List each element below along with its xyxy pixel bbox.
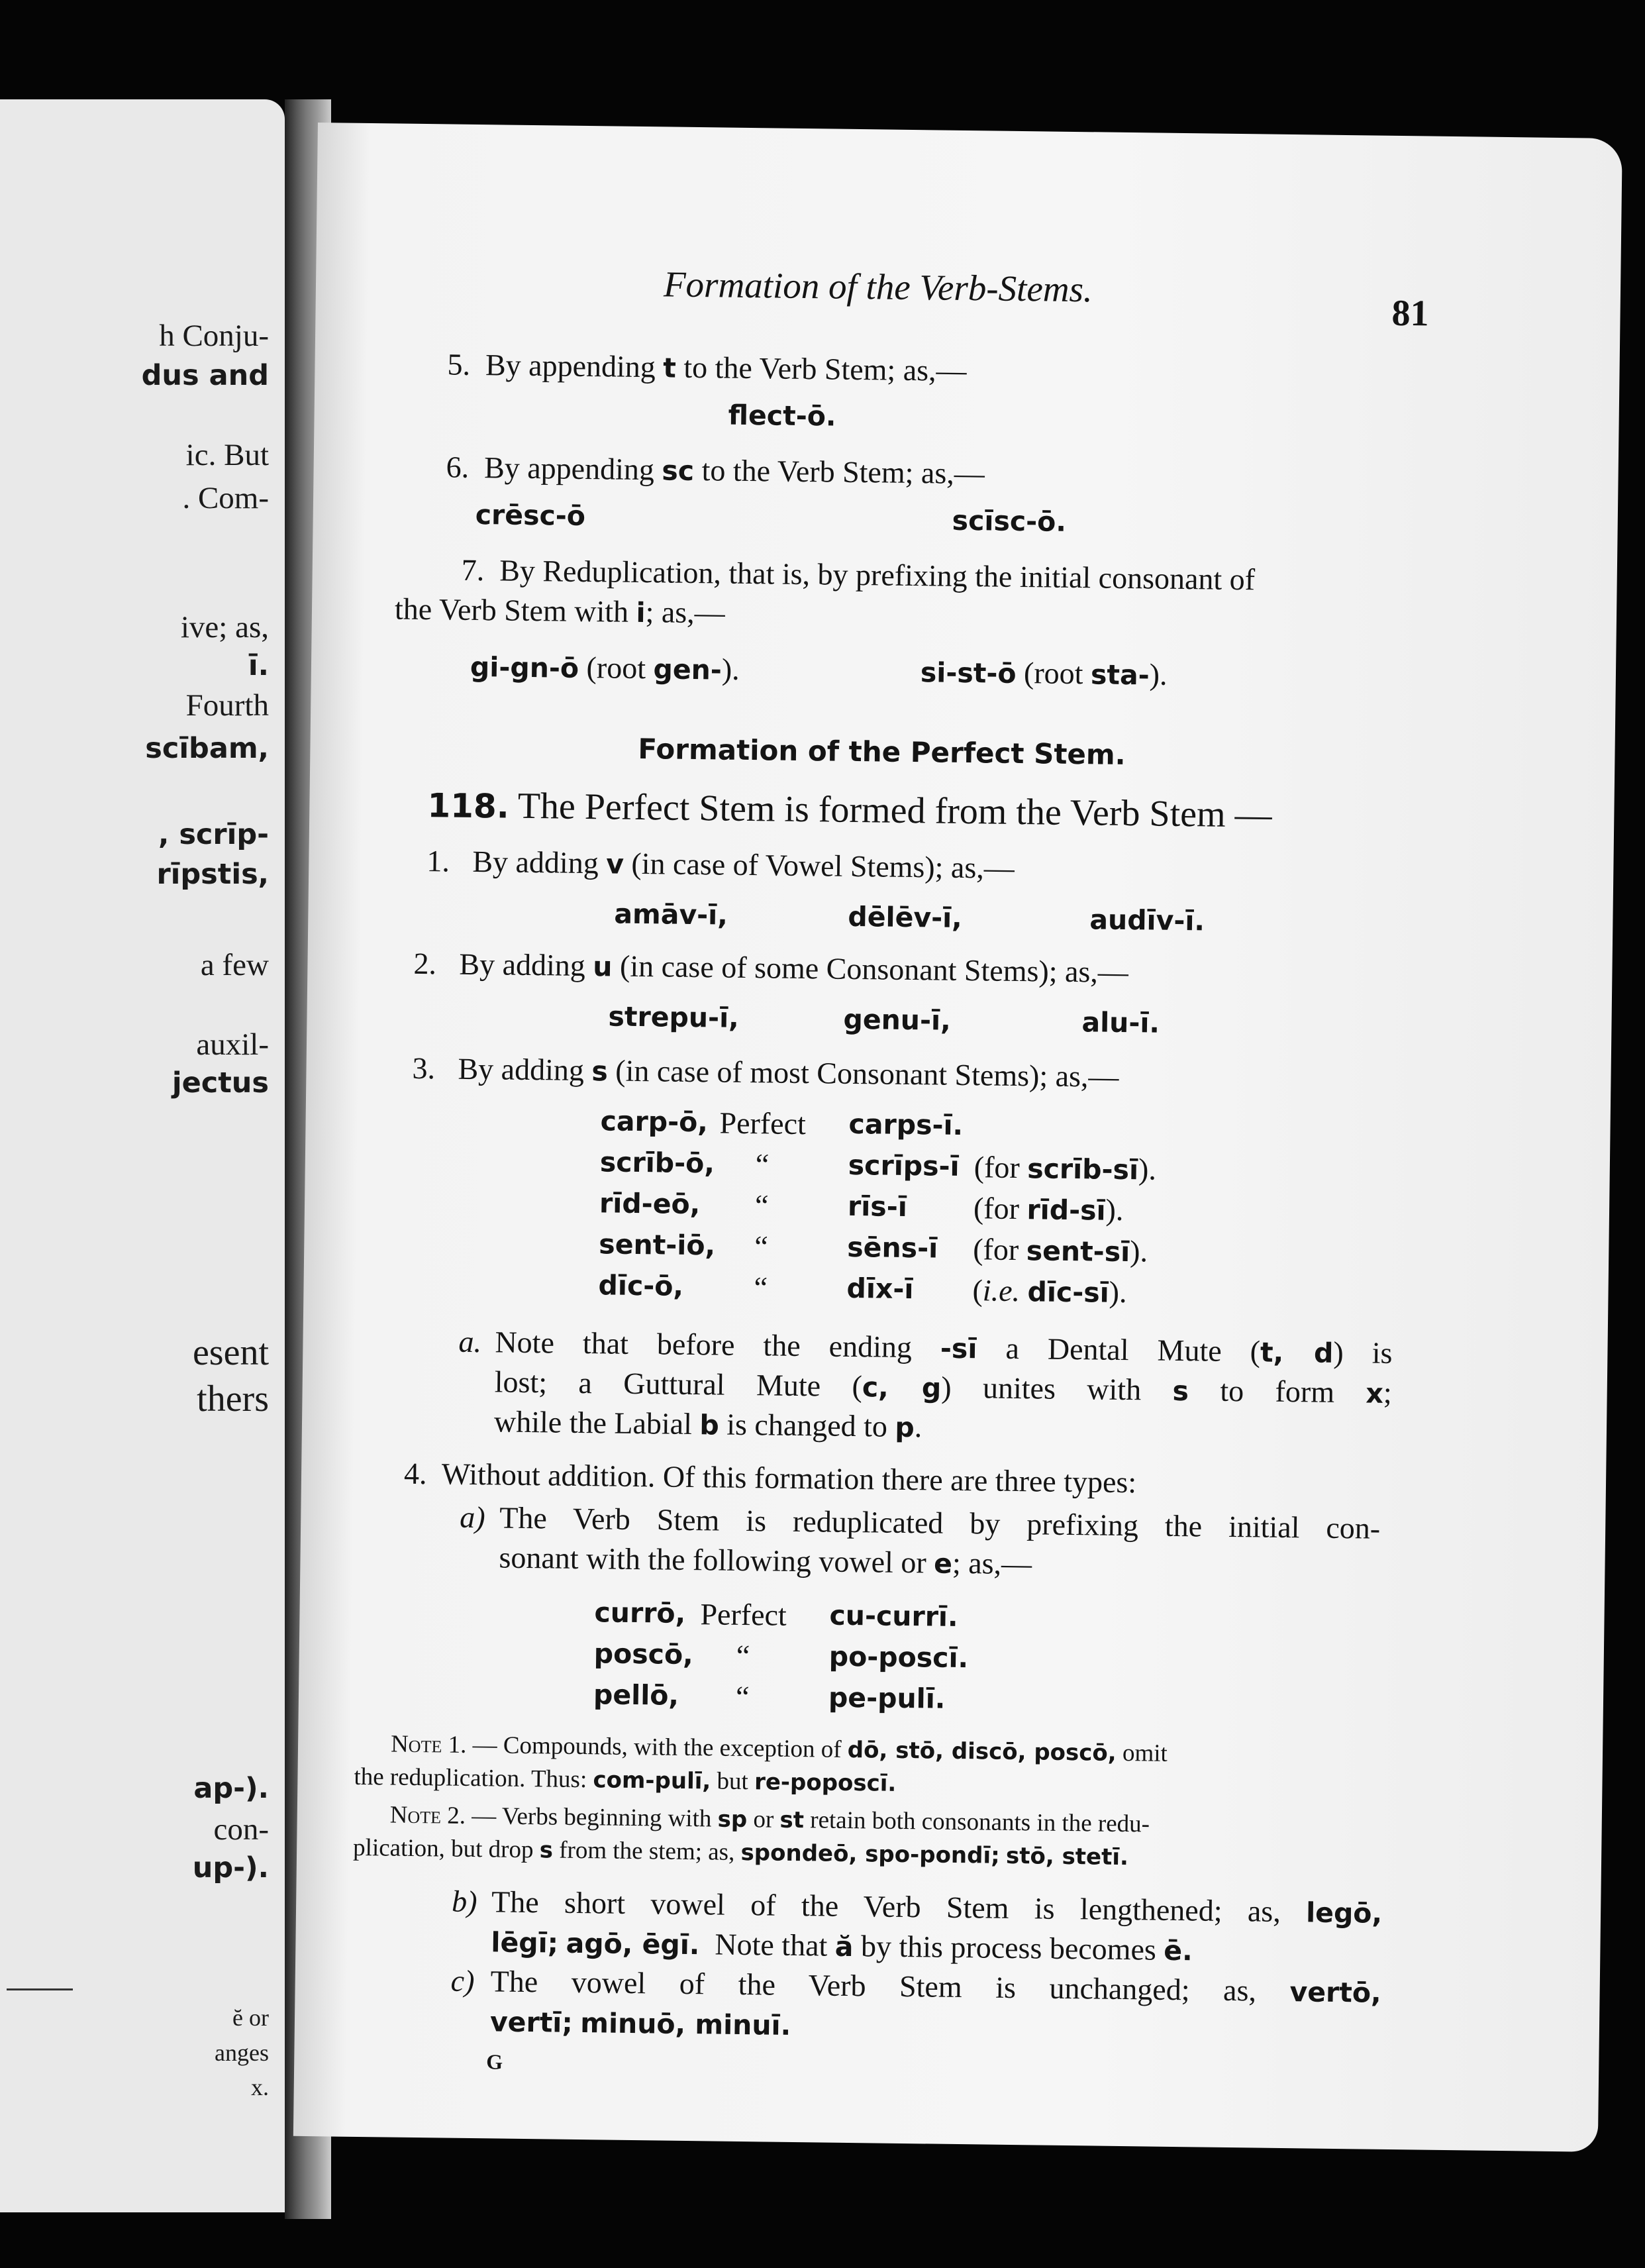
- latin-example: strepu-ī,: [608, 1000, 740, 1034]
- note-a-line-3: [494, 1403, 922, 1445]
- note-text: but: [717, 1767, 749, 1796]
- letters: x: [1366, 1377, 1384, 1410]
- item-7-line-2: [395, 590, 725, 631]
- latin-root: sta-: [1090, 658, 1150, 692]
- item-text: By adding: [459, 947, 586, 983]
- example-note: (i.e. dīc-sī).: [972, 1273, 1127, 1310]
- note-2-line-2: [353, 1833, 1128, 1873]
- letters: ă: [834, 1930, 854, 1963]
- note-text: Note that before the ending: [495, 1325, 913, 1365]
- latin-example: scīsc-ō.: [952, 504, 1067, 538]
- note-text: retain both consonants in the redu-: [810, 1806, 1150, 1838]
- latin-example: alu-ī.: [1081, 1006, 1160, 1039]
- item-text: to the Verb Stem; as,—: [683, 350, 967, 387]
- example-perfect: carps-ī.: [848, 1108, 964, 1142]
- left-page-line: Fourth: [185, 688, 269, 723]
- suffix-letter: sc: [662, 454, 695, 487]
- latin-form: gi-gn-ō: [470, 650, 579, 684]
- left-page-line: h Conju-: [159, 319, 269, 353]
- running-head: Formation of the Verb-Stems.: [663, 264, 1093, 310]
- note-a-line-1: [495, 1323, 1393, 1371]
- example-present: carp-ō,: [600, 1105, 709, 1139]
- letters: s: [539, 1837, 554, 1864]
- left-page-line: ĕ or: [232, 2004, 269, 2031]
- note-text: from the stem; as,: [558, 1836, 735, 1866]
- note-label: a.: [458, 1324, 482, 1359]
- letters: st: [779, 1806, 805, 1834]
- item-text: By appending: [483, 450, 655, 487]
- latin-words: vertī;: [489, 2006, 573, 2039]
- letters: sp: [717, 1806, 748, 1833]
- note-1-line-2: [354, 1763, 896, 1798]
- example-mid: “: [754, 1270, 768, 1305]
- letters: e: [933, 1547, 953, 1580]
- example-perfect: dīx-ī: [846, 1272, 914, 1306]
- example-perfect: rīs-ī: [847, 1190, 908, 1223]
- item-number: 6.: [446, 450, 470, 484]
- item-number: 4.: [403, 1456, 427, 1491]
- note-label: Note 2.: [389, 1801, 466, 1830]
- item-text: By adding: [472, 844, 599, 880]
- left-page-line: anges: [215, 2039, 269, 2066]
- verb-stem-item-5: [447, 346, 967, 389]
- note-text: ).: [1138, 1152, 1157, 1186]
- sub-c-label: [450, 1963, 474, 2000]
- left-page-rule: [7, 1988, 73, 1990]
- note-label: Note 1.: [390, 1730, 467, 1759]
- example-note: (root: [1023, 656, 1083, 691]
- verb-stem-item-7: [461, 552, 1255, 598]
- suffix-letter: s: [591, 1055, 609, 1088]
- left-page-line: ap-).: [193, 1772, 269, 1805]
- item-text: (in case of most Consonant Stems); as,—: [615, 1053, 1119, 1094]
- left-page-line: dus and: [141, 359, 269, 392]
- perfect-item-4: [404, 1455, 1137, 1501]
- example-note: ).: [721, 652, 740, 686]
- item-text: (in case of Vowel Stems); as,—: [631, 846, 1015, 885]
- note-2-line-1: [390, 1801, 1150, 1839]
- example-note: [973, 1149, 1156, 1188]
- example-mid: “: [754, 1188, 769, 1223]
- note-text: (for: [973, 1191, 1020, 1226]
- example-mid: “: [735, 1679, 750, 1714]
- sub-a-label: [460, 1499, 485, 1536]
- item-text: to the Verb Stem; as,—: [701, 453, 985, 491]
- note-text: while the Labial: [493, 1404, 693, 1441]
- latin-words: re-poposcī.: [754, 1769, 897, 1797]
- sub-b-line-2: [491, 1923, 1193, 1968]
- example-present: pellō,: [593, 1678, 679, 1712]
- left-page-line: auxil-: [196, 1027, 269, 1062]
- note-a-line-2: [494, 1363, 1392, 1411]
- item-text: By adding: [458, 1051, 585, 1088]
- perfect-item-1: [426, 843, 1015, 886]
- example-mid: “: [755, 1147, 770, 1182]
- left-page-line: scībam,: [145, 732, 269, 765]
- note-1-line-1: [391, 1730, 1168, 1769]
- example-perfect: scrīps-ī: [848, 1149, 960, 1182]
- latin-example: [470, 648, 740, 688]
- latin-example: amāv-ī,: [614, 898, 728, 931]
- note-text: ) is: [1333, 1335, 1393, 1370]
- example-present: rīd-eō,: [599, 1187, 701, 1221]
- example-present: scrīb-ō,: [599, 1146, 715, 1180]
- note-text: ).: [1109, 1274, 1127, 1310]
- sub-text: ; as,—: [952, 1545, 1032, 1581]
- note-form: scrīb-sī: [1026, 1153, 1139, 1186]
- example-perfect: pe-pulī.: [828, 1681, 946, 1715]
- item-text: By Reduplication, that is, by prefixing the initial consonant of: [499, 553, 1256, 597]
- note-text: or: [753, 1806, 774, 1833]
- latin-words: minuō, minuī.: [579, 2007, 791, 2041]
- example-mid: Perfect: [719, 1106, 807, 1141]
- latin-words: legō,: [1305, 1896, 1383, 1930]
- latin-example: genu-ī,: [843, 1003, 951, 1037]
- item-text: the Verb Stem with: [394, 592, 629, 629]
- example-present: dīc-ō,: [598, 1269, 684, 1302]
- prefix-letter: i: [636, 596, 646, 629]
- suffix-letter: u: [593, 951, 613, 983]
- left-page-line: x.: [251, 2074, 269, 2100]
- item-number: 5.: [447, 347, 471, 382]
- left-page-line: ī.: [248, 649, 269, 682]
- letters: ē.: [1164, 1934, 1193, 1967]
- note-text: ).: [1105, 1192, 1124, 1227]
- note-text: is changed to: [726, 1407, 888, 1443]
- example-mid: “: [736, 1638, 750, 1673]
- latin-root: gen-: [653, 653, 723, 686]
- note-text: to form: [1220, 1373, 1335, 1409]
- item-number: 7.: [461, 552, 485, 588]
- latin-words: dō, stō, discō, poscō,: [847, 1736, 1117, 1767]
- left-page-line: rīpstis,: [156, 858, 269, 891]
- sub-b-label: [452, 1883, 477, 1920]
- example-note: [973, 1231, 1148, 1269]
- sub-text: The vowel of the Verb Stem is unchanged; as,: [490, 1964, 1257, 2008]
- paragraph-number: 118.: [427, 786, 510, 826]
- letters: b: [699, 1409, 720, 1441]
- latin-example: flect-ō.: [728, 399, 836, 433]
- note-text: (for: [973, 1150, 1021, 1185]
- letters: t, d: [1260, 1336, 1334, 1369]
- left-page: [0, 99, 285, 2212]
- suffix-letter: t: [663, 352, 677, 384]
- note-text: .: [914, 1410, 922, 1444]
- example-note: [973, 1190, 1124, 1228]
- note-text: a Dental Mute (: [1005, 1331, 1261, 1368]
- sub-text: The short vowel of the Verb Stem is lengthened; as,: [491, 1884, 1281, 1928]
- sub-text: by this process becomes: [860, 1929, 1157, 1967]
- left-page-line: . Com-: [182, 481, 269, 515]
- perfect-item-2: [413, 945, 1128, 990]
- example-present: sent-iō,: [599, 1228, 716, 1262]
- item-text: By appending: [485, 348, 656, 384]
- sub-text: sonant with the following vowel or: [499, 1540, 927, 1580]
- left-page-line: ic. But: [185, 438, 269, 472]
- example-mid: Perfect: [700, 1597, 787, 1632]
- example-mid: “: [754, 1229, 769, 1264]
- letters: p: [895, 1411, 915, 1444]
- paragraph-text: The Perfect Stem is formed from the Verb Stem —: [517, 785, 1273, 836]
- note-text: (for: [972, 1232, 1019, 1267]
- note-text: lost; a Guttural Mute (: [494, 1365, 863, 1404]
- sub-text: Note that: [715, 1927, 828, 1963]
- latin-words: spondeō, spo-pondī;: [740, 1839, 1000, 1869]
- example-note: (root: [586, 650, 646, 686]
- note-text: ;: [1383, 1375, 1393, 1410]
- latin-example: dēlēv-ī,: [848, 900, 963, 934]
- sub-label: b): [451, 1884, 477, 1919]
- letters: c, g: [862, 1371, 942, 1404]
- page-number: 81: [1391, 292, 1429, 335]
- perfect-item-3: [412, 1050, 1119, 1095]
- item-text: ; as,—: [645, 595, 726, 630]
- item-number: 1.: [426, 844, 450, 878]
- sub-b-line-1: [491, 1883, 1383, 1931]
- left-page-line: a few: [200, 948, 269, 982]
- note-text: — Compounds, with the exception of: [472, 1731, 842, 1763]
- item-text: (in case of some Consonant Stems); as,—: [619, 949, 1129, 990]
- verb-stem-item-6: [446, 448, 985, 491]
- example-perfect: sēns-ī: [847, 1231, 938, 1264]
- latin-words: stō, stetī.: [1005, 1842, 1129, 1871]
- note-form: rīd-sī: [1026, 1194, 1106, 1227]
- sub-c-line-1: [490, 1963, 1381, 2010]
- example-perfect: po-poscī.: [828, 1640, 969, 1675]
- latin-form: si-st-ō: [920, 656, 1017, 690]
- note-form: sent-sī: [1026, 1235, 1130, 1268]
- latin-words: com-pulī,: [593, 1767, 711, 1795]
- sub-label: c): [450, 1963, 475, 1998]
- sub-a-line-1: The Verb Stem is reduplicated by prefixing the initial con-: [499, 1500, 1381, 1545]
- sub-a-line-2: [499, 1539, 1032, 1582]
- note-text: ).: [1129, 1234, 1148, 1268]
- paragraph-118: [427, 783, 1272, 838]
- left-page-line: up-).: [192, 1851, 269, 1884]
- section-heading: Formation of the Perfect Stem.: [638, 732, 1126, 771]
- note-form: dīc-sī: [1027, 1276, 1110, 1309]
- note-text: omit: [1122, 1739, 1168, 1767]
- example-present: poscō,: [593, 1637, 694, 1671]
- signature-mark: G: [486, 2049, 503, 2074]
- suffix-letter: v: [605, 848, 624, 880]
- left-page-line: ive; as,: [180, 610, 269, 644]
- latin-words: vertō,: [1289, 1976, 1381, 2009]
- item-text: Without addition. Of this formation there are three types:: [441, 1457, 1137, 1500]
- example-present: currō,: [594, 1596, 686, 1629]
- latin-example: [921, 653, 1168, 693]
- sub-label: a): [459, 1500, 485, 1535]
- right-page: [293, 123, 1622, 2152]
- left-page-line: jectus: [172, 1066, 269, 1100]
- example-perfect: cu-currī.: [829, 1599, 958, 1633]
- left-page-line: thers: [197, 1378, 269, 1419]
- example-note: ).: [1149, 657, 1168, 692]
- item-number: 2.: [413, 946, 437, 981]
- item-number: 3.: [412, 1051, 436, 1086]
- latin-words: lēgī;: [491, 1926, 559, 1959]
- sub-c-line-2: [490, 2002, 791, 2043]
- note-text: ) unites with: [940, 1370, 1142, 1407]
- letters: s: [1172, 1374, 1189, 1408]
- note-text: plication, but drop: [352, 1833, 534, 1864]
- note-a-label: [458, 1323, 481, 1361]
- left-page-line: esent: [192, 1332, 269, 1373]
- latin-words: agō, ēgī.: [566, 1927, 700, 1961]
- note-text: — Verbs beginning with: [472, 1802, 712, 1833]
- ending-form: -sī: [940, 1332, 977, 1365]
- note-text: the reduplication. Thus:: [354, 1763, 587, 1794]
- latin-example: crēsc-ō: [475, 498, 586, 532]
- latin-example: audīv-ī.: [1089, 903, 1205, 937]
- left-page-line: con-: [213, 1812, 269, 1847]
- left-page-line: , scrīp-: [158, 818, 269, 851]
